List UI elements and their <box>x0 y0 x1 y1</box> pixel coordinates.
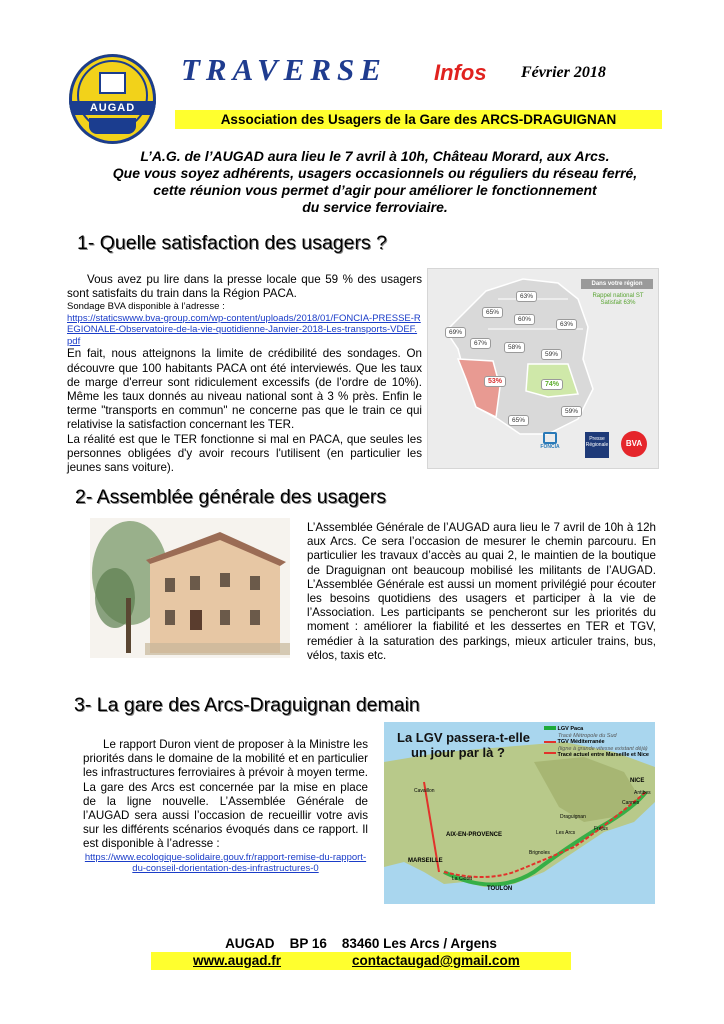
map-city-label: Cavaillon <box>414 788 435 794</box>
newsletter-title: TRAVERSE <box>181 52 387 87</box>
section1-paragraph: La réalité est que le TER fonctionne si mal en PACA, que seules les personnes obligées d'y avoir recours l'utilisent (en particulier les jeunes sans voiture). <box>67 432 422 475</box>
intro-line: L’A.G. de l’AUGAD aura lieu le 7 avril à 10h, Château Morard, aux Arcs. <box>140 148 610 164</box>
map-city-label: Cannes <box>622 800 640 806</box>
section1-paragraph: En fait, nous atteignons la limite de crédibilité des sondages. On découvre que 100 habitants PACA ont été interviewés. Que les taux de marge d'erreur sont ridiculement excessifs (de l'ordre de 10%). Même les taux donnés au niveau national sont à 3 % près. Enfin le terme "transports en commun" ne concerne pas que le train ce qui relativise la satisfaction concernant les TER. <box>67 347 422 432</box>
map-city-label: La Ciotat <box>452 876 473 882</box>
map-city-label: Les Arcs <box>556 830 576 836</box>
intro-line: cette réunion vous permet d’agir pour améliorer le fonctionnement <box>153 182 597 198</box>
map-percentage: 67% <box>470 338 491 349</box>
bva-logo: BVA <box>621 431 647 457</box>
section1-paragraph: Vous avez pu lire dans la presse locale que 59 % des usagers sont satisfaits du train dans la Région PACA. <box>67 273 422 301</box>
paca-percentage: 53% <box>484 376 506 387</box>
website-link[interactable]: www.augad.fr <box>193 953 282 968</box>
map-percentage: 74% <box>541 379 563 390</box>
logo-text: AUGAD <box>69 101 156 115</box>
map-percentage: 58% <box>504 342 525 353</box>
map-city-label: Brignoles <box>529 850 550 856</box>
intro-line: Que vous soyez adhérents, usagers occasionnels ou réguliers du réseau ferré, <box>112 165 638 181</box>
map-percentage: 60% <box>514 314 535 325</box>
augad-logo <box>69 54 156 144</box>
national-reminder: Rappel national ST Satisfait 63% <box>592 293 644 306</box>
section2-heading: 2- Assemblée générale des usagers <box>75 486 387 508</box>
satisfaction-map <box>427 268 659 469</box>
map-city-label: NICE <box>630 778 645 784</box>
map-city-label: MARSEILLE <box>408 858 443 864</box>
map-percentage: 69% <box>445 327 466 338</box>
lgv-route-map <box>384 722 655 904</box>
footer-contact <box>151 952 571 970</box>
map-percentage: 65% <box>508 415 529 426</box>
map-city-label: TOULON <box>487 886 513 892</box>
map-city-label: Draguignan <box>560 814 586 820</box>
map-city-label: Antibes <box>634 790 651 796</box>
lgv-map-title: La LGV passera-t-elle un jour par là ? <box>397 730 530 760</box>
newsletter-subtitle: Infos <box>434 60 487 85</box>
map-percentage: 63% <box>516 291 537 302</box>
lgv-map-legend: LGV Paca Tracé Métropole du Sud TGV Méditerranée (ligne à grande vitesse existant déjà) Tracé actuel entre Marseille et Nice <box>544 726 652 759</box>
map-city-label: Fréjus <box>594 826 608 832</box>
map-percentage: 63% <box>556 319 577 330</box>
section1-text <box>67 273 422 475</box>
map-percentage: 59% <box>541 349 562 360</box>
map-city-label: AIX-EN-PROVENCE <box>446 832 503 838</box>
survey-link[interactable]: https://staticswww.bva-group.com/wp-content/uploads/2018/01/FONCIA-PRESSE-REGIONALE-Observatoire-de-la-vie-quotidienne-Janvier-2018-Les-transports-VDEF.pdf <box>67 312 421 347</box>
map-percentage: 59% <box>561 406 582 417</box>
intro-line: du service ferroviaire. <box>302 199 448 215</box>
foncia-logo: FONCIA <box>538 432 562 448</box>
map-percentage: 65% <box>482 307 503 318</box>
section3-heading: 3- La gare des Arcs-Draguignan demain <box>74 694 420 716</box>
association-banner: Association des Usagers de la Gare des ARCS-DRAGUIGNAN <box>175 110 662 129</box>
report-link[interactable]: https://www.ecologique-solidaire.gouv.fr/rapport-remise-du-rapport-du-conseil-dorientation-des-infrastructures-0 <box>84 851 367 875</box>
survey-label: Sondage BVA disponible à l’adresse : <box>67 301 225 313</box>
chateau-watercolor-image <box>90 518 290 658</box>
email-link[interactable]: contactaugad@gmail.com <box>352 953 520 968</box>
footer-address: AUGAD BP 16 83460 Les Arcs / Argens <box>225 936 497 951</box>
presse-regionale-logo: Presse Régionale <box>585 432 609 458</box>
section2-text: L’Assemblée Générale de l’AUGAD aura lieu le 7 avril de 10h à 12h aux Arcs. Ce sera l’occasion de mesurer le chemin parcouru. En particulier les travaux d’accès au quai 2, le maintien de la boutique de Draguignan ont beaucoup mobilisé les militants de l’AUGAD. L’Assemblée Générale est aussi un moment privilégié pour écouter les besoins quotidiens des usagers et participer à la vie de l’Association. Les participants se pencheront sur les priorités du moment : améliorer la fiabilité et les dessertes en TER et TGV, remédier à la saturation des parkings, mieux articuler trains, bus, vélos, taxis etc. <box>307 521 656 662</box>
section3-paragraph: Le rapport Duron vient de proposer à la Ministre les priorités dans le domaine de la mobilité et en particulier les infrastructures ferroviaires à prévoir à moyen terme. La gare des Arcs est concernée par la mise en place de la ligne nouvelle. L’Assemblée Générale de l’AUGAD sera aussi l’occasion de recueillir votre avis sur les différents scénarios évoqués dans ce rapport. Il est disponible à l’adresse : <box>83 738 368 851</box>
section3-text <box>83 738 368 875</box>
section1-heading: 1- Quelle satisfaction des usagers ? <box>77 232 388 254</box>
intro-announcement <box>80 148 670 216</box>
issue-date: Février 2018 <box>521 64 606 81</box>
region-tag: Dans votre région <box>581 279 653 289</box>
